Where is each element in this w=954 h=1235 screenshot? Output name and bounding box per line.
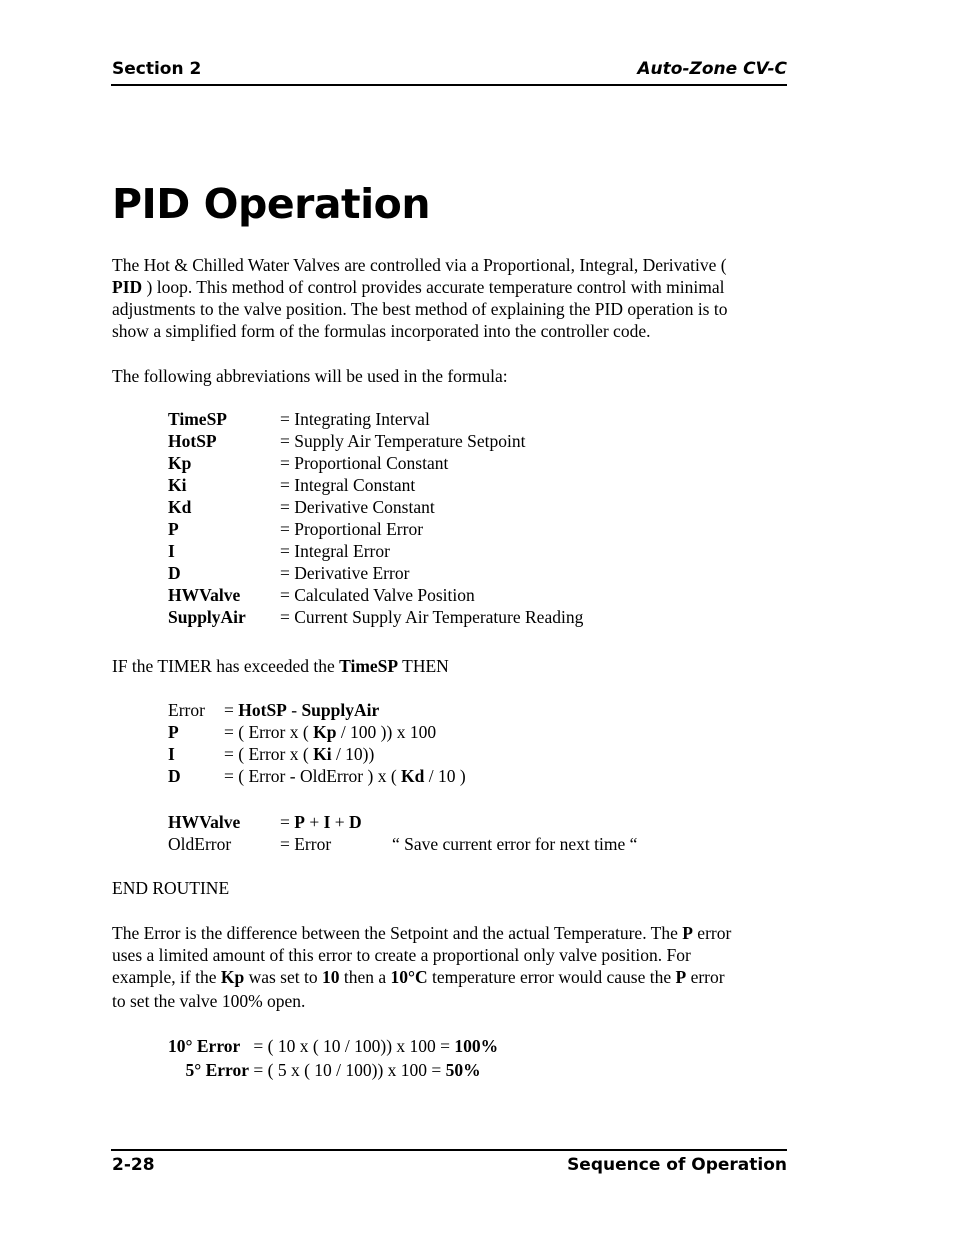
abbrev-row: I = Integral Error [168, 541, 390, 561]
explanation-line-3: example, if the Kp was set to 10 then a 10°C temperature error would cause the P error [112, 967, 725, 987]
abbrev-row: HotSP = Supply Air Temperature Setpoint [168, 431, 526, 451]
abbrev-row: HWValve = Calculated Valve Position [168, 585, 475, 605]
formula-d: D = ( Error - OldError ) x ( Kd / 10 ) [168, 766, 466, 786]
end-routine: END ROUTINE [112, 878, 230, 898]
formula-error: Error = HotSP - SupplyAir [168, 700, 380, 720]
intro-line-4: show a simplified form of the formulas incorporated into the controller code. [112, 321, 651, 341]
explanation-line-2: uses a limited amount of this error to create a proportional only valve position. For [112, 945, 691, 965]
if-line: IF the TIMER has exceeded the TimeSP THEN [112, 656, 449, 676]
formula-block [168, 699, 466, 787]
explanation-line-4: to set the valve 100% open. [112, 991, 306, 1011]
abbrev-row: D = Derivative Error [168, 563, 410, 583]
intro-line-3: adjustments to the valve position. The best method of explaining the PID operation is to [112, 299, 728, 319]
intro-line-1: The Hot & Chilled Water Valves are controlled via a Proportional, Integral, Derivative ( [112, 255, 727, 275]
valve-formula-block [168, 811, 637, 855]
header-section: Section 2 [112, 59, 202, 79]
formula-i: I = ( Error x ( Ki / 10)) [168, 744, 375, 764]
footer-page-number: 2-28 [112, 1155, 155, 1175]
header-rule [111, 84, 787, 86]
formula-hwvalve: HWValve = P + I + D [168, 812, 362, 832]
explanation-paragraph [112, 922, 731, 1012]
formula-olderror: OldError = Error “ Save current error for next time “ [168, 834, 638, 854]
footer-title: Sequence of Operation [567, 1155, 787, 1175]
footer-rule [111, 1149, 787, 1151]
example-row: 10° Error = ( 10 x ( 10 / 100)) x 100 = 100% [168, 1036, 499, 1056]
page-title: PID Operation [112, 180, 431, 228]
abbrev-row: Kd = Derivative Constant [168, 497, 435, 517]
abbrev-row: TimeSP = Integrating Interval [168, 409, 430, 429]
intro-paragraph [112, 254, 727, 342]
abbrev-intro: The following abbreviations will be used in the formula: [112, 366, 508, 386]
intro-line-2: PID ) loop. This method of control provides accurate temperature control with minimal [112, 277, 725, 297]
example-row: 5° Error = ( 5 x ( 10 / 100)) x 100 = 50% [185, 1060, 481, 1080]
abbrev-row: Kp = Proportional Constant [168, 453, 449, 473]
abbrev-row: P = Proportional Error [168, 519, 424, 539]
abbreviation-list [168, 408, 583, 628]
abbrev-row: Ki = Integral Constant [168, 475, 416, 495]
explanation-line-1: The Error is the difference between the Setpoint and the actual Temperature. The P error [112, 923, 732, 943]
example-block [168, 1034, 498, 1082]
abbrev-row: SupplyAir = Current Supply Air Temperature Reading [168, 607, 584, 627]
formula-p: P = ( Error x ( Kp / 100 )) x 100 [168, 722, 437, 742]
header-product: Auto-Zone CV-C [637, 59, 787, 79]
